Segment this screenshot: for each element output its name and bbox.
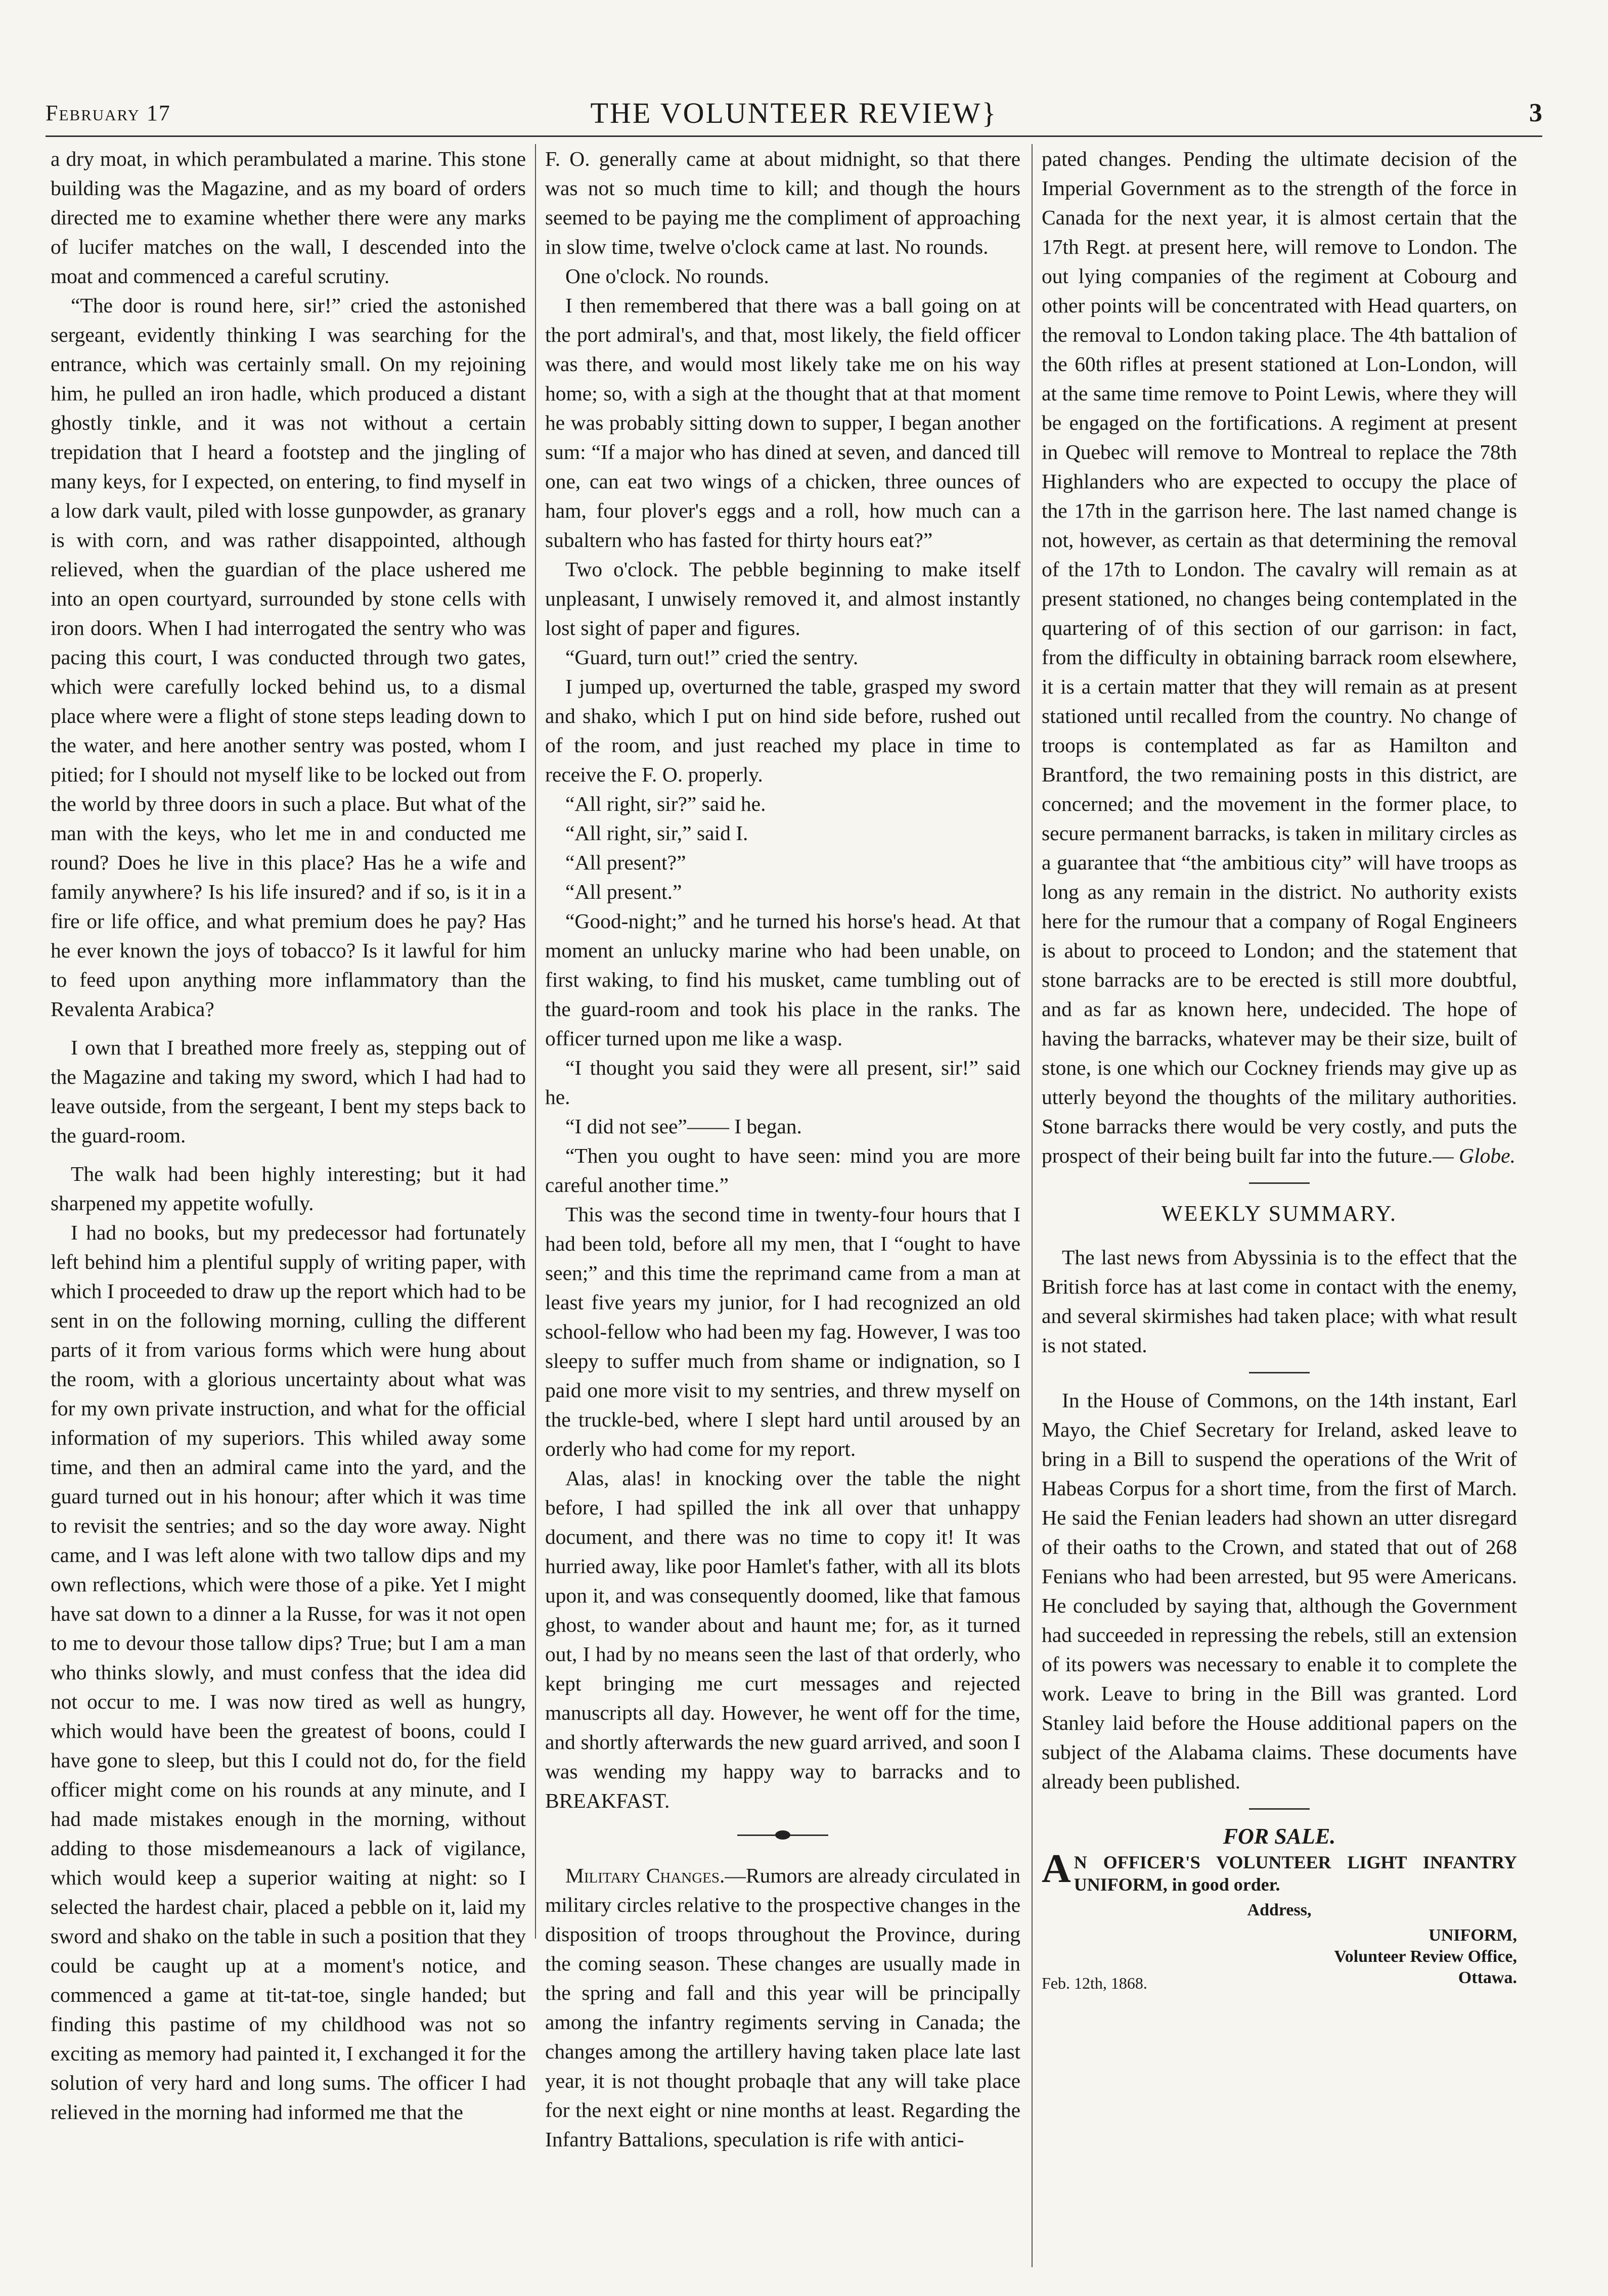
article-paragraph: “All right, sir,” said I.: [565, 821, 748, 845]
article-paragraph: Alas, alas! in knocking over the table the night before, I had spilled the ink all over that unhappy document, and there was no time to copy it! It was hurried away, like poor Hamlet's father, with all its blots upon it, and was consequently doomed, like that famous ghost, to wander about and haunt me; for, as it turned out, I had by no means seen the last of that orderly, who kept bringing me curt messages and rejected manuscripts all day. However, he went off for the time, and shortly afterwards the new guard arrived, and soon I was wending my happy way to barracks and to BREAKFAST.: [545, 1466, 1020, 1812]
article-paragraph: I had no books, but my predecessor had fortunately left behind him a plentiful supply of writing paper, with which I proceeded to draw up the report which had to be sent in on the following morning, culling the different parts of it from various forms which were hung about the room, with a glorious uncertainty about what was for my own private instruction, and what for the official information of my superiors. This whiled away some time, and then an admiral came into the yard, and the guard turned out in his honour; after which it was time to revisit the sentries; and so the day wore away. Night came, and I was left alone with two tallow dips and my own reflections, which were those of a pike. Yet I might have sat down to a dinner a la Russe, for was it not open to me to devour those tallow dips? True; but I am a man who thinks slowly, and must confess that the idea did not occur to me. I was now tired as well as hungry, which would have been the greatest of boons, could I have gone to sleep, but this I could not do, for the field officer might come on his rounds at any minute, and I had made mistakes enough in the morning, without adding to those misdemeanours a lack of vigilance, which would keep a superior waiting at night: so I selected the hardest chair, placed a pebble on it, laid my sword and shako on the table in such a position that they could be caught up at a moment's notice, and commenced a game at tit-tat-toe, single handed; but finding this pastime of my childhood was not so exciting as memory had painted it, I exchanged it for the solution of very hard and long sums. The officer I had relieved in the morning had informed me that the: [51, 1221, 526, 2124]
article-paragraph: The walk had been highly interesting; but it had sharpened my appetite wofully.: [51, 1162, 526, 1215]
masthead-rule: [46, 135, 1542, 137]
newspaper-title: THE VOLUNTEER REVIEW}: [590, 97, 998, 129]
military-changes-continued: [1042, 144, 1517, 1170]
article-paragraph: “All right, sir?” said he.: [565, 792, 766, 815]
article-paragraph: “Then you ought to have seen: mind you are more careful another time.”: [545, 1144, 1020, 1197]
column-divider-1: [535, 144, 536, 1939]
article-paragraph: “All present.”: [565, 880, 682, 903]
ornament-dot: [775, 1830, 790, 1840]
article-paragraph: “I did not see”—— I began.: [565, 1115, 802, 1138]
masthead: [46, 96, 1542, 142]
issue-date: February 17: [46, 101, 171, 125]
page-number: 3: [1529, 99, 1542, 127]
article-paragraph: I own that I breathed more freely as, stepping out of the Magazine and taking my sword, which I had had to leave outside, from the sergeant, I bent my steps back to the guard-room.: [51, 1036, 526, 1147]
ad-office: Volunteer Review Office,: [1334, 1947, 1517, 1966]
article-paragraph: “Good-night;” and he turned his horse's head. At that moment an unlucky marine who had been unable, on first waking, to find his musket, came tumbling out of the guard-room and took his place in the ranks. The officer turned upon me like a wasp.: [545, 909, 1020, 1050]
article-paragraph: I then remembered that there was a ball going on at the port admiral's, and that, most likely, the field officer was there, and would most likely take me on his way home; so, with a sigh at the thought that at that moment he was probably sitting down to supper, I began another sum: “If a major who has dined at seven, and danced till one, can eat two wings of a chicken, three ounces of ham, four plover's eggs and a roll, how much can a subaltern who has fasted for thirty hours eat?”: [545, 294, 1020, 552]
article-paragraph: F. O. generally came at about midnight, so that there was not so much time to kill; and though the hours seemed to be paying me the compliment of approaching in slow time, twelve o'clock came at last. No rounds.: [545, 147, 1020, 258]
weekly-summary-heading: WEEKLY SUMMARY.: [1162, 1201, 1397, 1226]
ad-text: N OFFICER'S VOLUNTEER LIGHT INFANTRY UNIFORM, in good order.: [1074, 1852, 1517, 1895]
column-divider-2: [1032, 144, 1033, 2267]
ad-addressee: UNIFORM,: [1428, 1926, 1517, 1945]
article-paragraph: “All present?”: [565, 851, 686, 874]
section-rule: [1249, 1808, 1310, 1810]
military-changes-text: —Rumors are already circulated in military circles relative to the prospective changes in the disposition of troops throughout the Province, during the coming season. These changes are usually made in the spring and fall and this year will be principally among the infantry regiments serving in Canada; the changes among the artillery having taken place late last year, it is not thought probaqle that any will take place for the next eight or nine months at least. Regarding the Infantry Battalions, speculation is rife with antici-: [545, 1864, 1020, 2151]
ad-city: Ottawa.: [1458, 1968, 1517, 1987]
article-paragraph: One o'clock. No rounds.: [565, 264, 769, 288]
ad-dropcap: A: [1042, 1847, 1071, 1891]
column-1: [51, 144, 526, 2127]
section-ornament: [545, 1825, 1020, 1846]
summary-paragraph: In the House of Commons, on the 14th instant, Earl Mayo, the Chief Secretary for Ireland, asked leave to bring in a Bill to suspend the operations of the Writ of Habeas Corpus for a short time, from the first of March. He said the Fenian leaders had shown an utter disregard of their oaths to the Crown, and stated that out of 268 Fenians who had been arrested, but 95 were Americans. He concluded by saying that, although the Government had succeeded in repressing the rebels, still an extension of its powers was necessary to enable it to complete the work. Leave to bring in the Bill was granted. Lord Stanley laid before the House additional papers on the subject of the Alabama claims. These documents have already been published.: [1042, 1389, 1517, 1793]
article-paragraph: “I thought you said they were all present, sir!” said he.: [545, 1056, 1020, 1109]
military-changes-paragraph: [545, 1861, 1020, 2154]
column-2: [545, 144, 1020, 2154]
summary-paragraph: The last news from Abyssinia is to the effect that the British force has at last come in contact with the enemy, and several skirmishes had taken place; with what result is not stated.: [1042, 1246, 1517, 1357]
article-paragraph: “The door is round here, sir!” cried the astonished sergeant, evidently thinking I was searching for the entrance, which was certainly small. On my rejoining him, he pulled an iron hadle, which produced a distant ghostly tinkle, and it was not without a certain trepidation that I heard a footstep and the jingling of many keys, for I expected, on entering, to find myself in a low dark vault, piled with losse gunpowder, as granary is with corn, and was rather disappointed, although relieved, when the guardian of the place ushered me into an open courtyard, surrounded by stone cells with iron doors. When I had interrogated the sentry who was pacing this court, I was conducted through two gates, which were carefully locked behind us, to a dismal place where were a flight of stone steps leading down to the water, and here another sentry was posted, whom I pitied; for I should not myself like to be locked out from the world by three doors in such a place. But what of the man with the keys, who let me in and conducted me round? Does he live in this place? Has he a wife and family anywhere? Is his life insured? and if so, is it in a fire or life office, and what premium does he pay? Has he ever known the joys of tobacco? Is it lawful for him to feed upon anything more inflammatory than the Revalenta Arabica?: [51, 294, 526, 1021]
section-rule: [1249, 1182, 1310, 1184]
column-3: [1042, 144, 1517, 1998]
military-changes-heading: Military Changes.: [565, 1864, 725, 1887]
article-paragraph: Two o'clock. The pebble beginning to make itself unpleasant, I unwisely removed it, and almost instantly lost sight of paper and figures.: [545, 558, 1020, 639]
for-sale-heading: FOR SALE.: [1223, 1824, 1336, 1849]
article-paragraph: I jumped up, overturned the table, grasped my sword and shako, which I put on hind side before, rushed out of the room, and just reached my place in time to receive the F. O. properly.: [545, 675, 1020, 786]
military-changes-cont-text: pated changes. Pending the ultimate decision of the Imperial Government as to the strength of the force in Canada for the next year, it is almost certain that the 17th Regt. at present here, will remove to London. The out lying companies of the regiment at Cobourg and other points will be concentrated with Head quarters, on the removal to London taking place. The 4th battalion of the 60th rifles at present stationed at Lon-London, will at the same time remove to Point Lewis, where they will be engaged on the fortifications. A regiment at present in Quebec will remove to Montreal to replace the 78th Highlanders who are expected to occupy the place of the 17th in the garrison here. The last named change is not, however, as certain as that determining the removal of the 17th to London. The cavalry will remain as at present stationed, no changes being contemplated in the quartering of of this section of our garrison: in fact, from the difficulty in obtaining barrack room elsewhere, it is a certain matter that they will remain as at present stationed until recalled from the country. No change of troops is contemplated as far as Hamilton and Brantford, the two remaining posts in this district, are concerned; and the movement in the former place, to secure permanent barracks, is taken in military circles as a guarantee that “the ambitious city” will have troops as long as any remain in the district. No authority exists here for the rumour that a company of Rogal Engineers is about to proceed to London; and the statement that stone barracks are to be erected is still more doubtful, and as far as known here, undecided. The hope of having the barracks, whatever may be their size, built of stone, is one which our Cockney friends may give up as utterly beyond the thoughts of the military authorities. Stone barracks there would be very costly, and puts the prospect of their being built far into the future.—: [1042, 147, 1517, 1167]
article-paragraph: “Guard, turn out!” cried the sentry.: [565, 646, 859, 669]
article-source: Globe.: [1459, 1144, 1515, 1167]
article-paragraph: This was the second time in twenty-four hours that I had been told, before all my men, that I “ought to have seen;” and this time the reprimand came from a man at least five years my junior, for I had recognized an old school-fellow who had been my fag. However, I was too sleepy to suffer much from shame or indignation, so I paid one more visit to my sentries, and threw myself on the truckle-bed, where I slept hard until aroused by an orderly who had come for my report.: [545, 1203, 1020, 1460]
ad-date: Feb. 12th, 1868.: [1042, 1974, 1147, 1992]
for-sale-ad: [1042, 1847, 1517, 1896]
article-paragraph: a dry moat, in which perambulated a marine. This stone building was the Magazine, and as my board of orders directed me to examine whether there were any marks of lucifer matches on the wall, I descended into the moat and commenced a careful scrutiny.: [51, 147, 526, 288]
ad-address-label: Address,: [1247, 1901, 1312, 1919]
section-rule: [1249, 1372, 1310, 1373]
